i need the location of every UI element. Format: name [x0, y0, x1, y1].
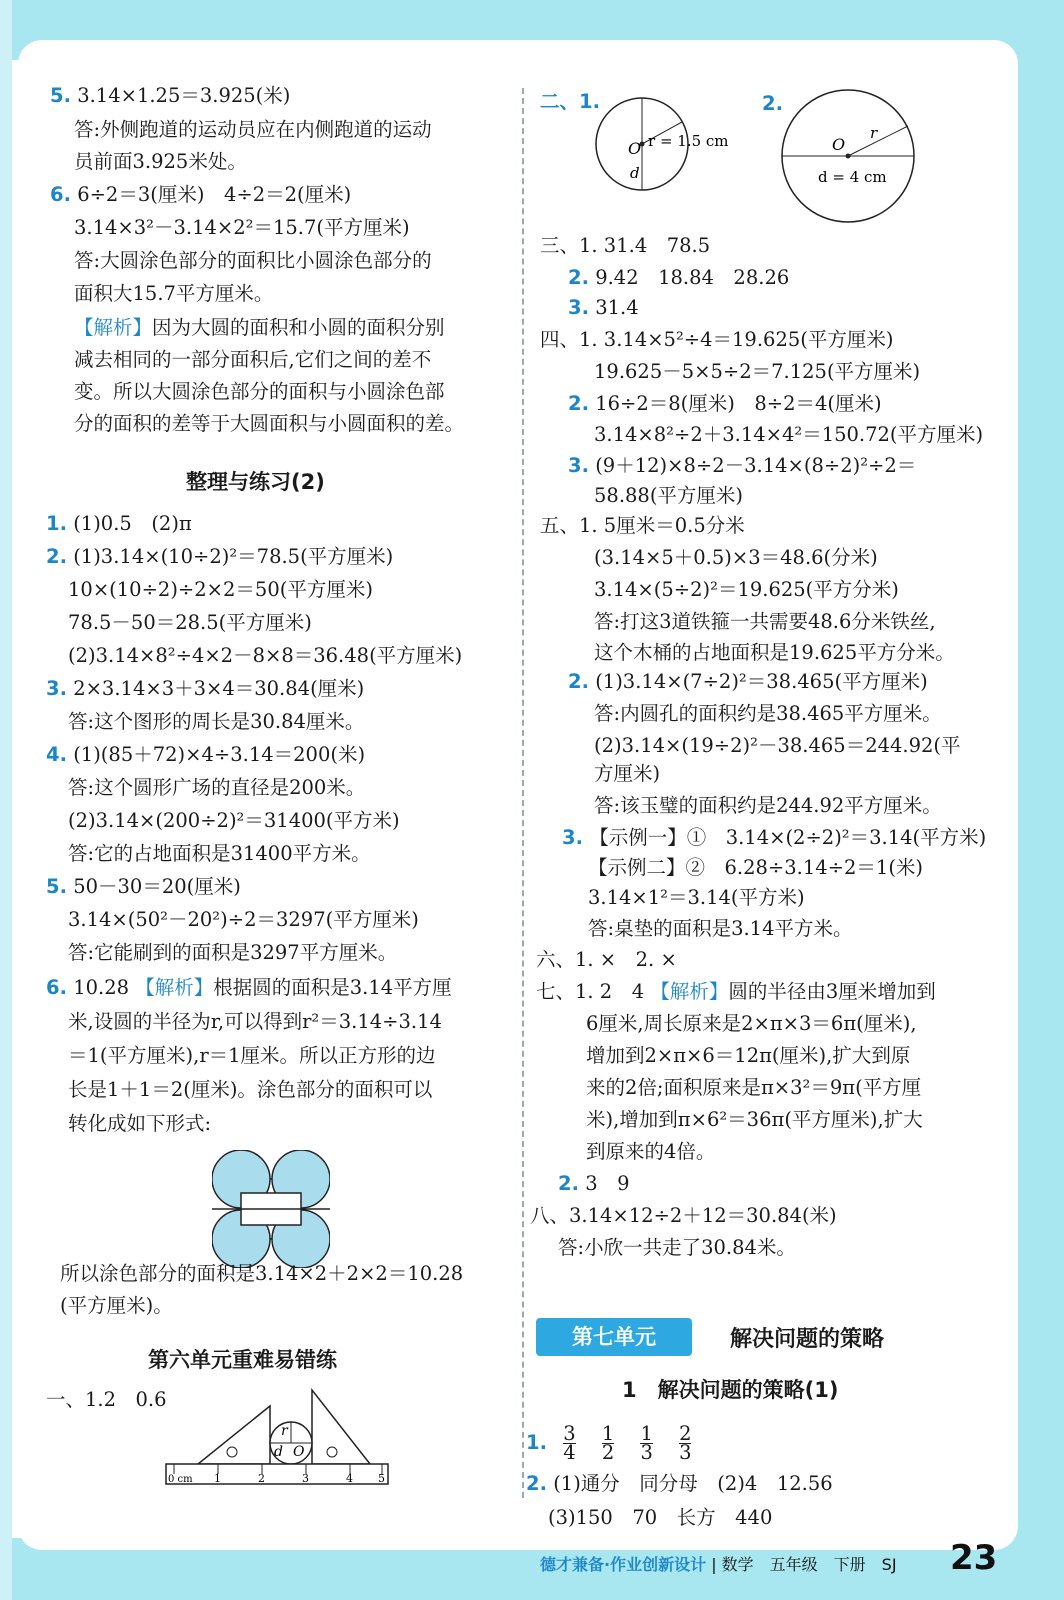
review-answer-2-d: (2)3.14×8²÷4×2－8×8＝36.48(平方厘米) [68, 644, 463, 667]
review-answer-5-b: 3.14×(50²－20²)÷2＝3297(平方厘米) [68, 908, 419, 931]
ex6: 六、1. × 2. × [536, 948, 677, 971]
practice-answer-1: 一、1.2 0.6 [46, 1388, 167, 1411]
shaded-circles-figure [212, 1150, 330, 1268]
review-answer-3: 3. 2×3.14×3＋3×4＝30.84(厘米) [46, 677, 365, 700]
lesson-title: 1 解决问题的策略(1) [622, 1378, 839, 1402]
answer-5-reply-2: 员前面3.925米处。 [74, 150, 247, 173]
ex5-1-e: 这个木桶的占地面积是19.625平方分米。 [594, 641, 955, 664]
ex4-2: 2. 16÷2＝8(厘米) 8÷2＝4(厘米) [568, 392, 882, 415]
analysis-line-4: 分的面积的差等于大圆面积与小圆面积的差。 [74, 412, 465, 435]
ex5-3: 3. 【示例一】① 3.14×(2÷2)²＝3.14(平方米) [562, 826, 987, 849]
ex8-reply: 答:小欣一共走了30.84米。 [558, 1236, 796, 1259]
ex5-2-c: (2)3.14×(19÷2)²－38.465＝244.92(平 [594, 734, 961, 757]
ruler-tick-4: 4 [346, 1472, 353, 1485]
ruler-tick-2: 2 [258, 1472, 265, 1485]
section-title-review-2: 整理与练习(2) [186, 470, 325, 494]
footer-info: 德才兼备·作业创新设计 | 数学 五年级 下册 SJ [540, 1555, 897, 1574]
ex7-2: 2. 3 9 [558, 1172, 630, 1195]
ex7-l5: 米),增加到π×6²＝36π(平方厘米),扩大 [586, 1108, 923, 1131]
ex5-2-d: 方厘米) [594, 762, 661, 785]
ex4-3: 3. (9＋12)×8÷2－3.14×(8÷2)²÷2＝ [568, 454, 917, 477]
review-answer-4-reply: 答:这个圆形广场的直径是200米。 [68, 776, 366, 799]
c1-center-label: O [628, 139, 642, 158]
ex5-3-d: 答:桌垫的面积是3.14平方米。 [588, 917, 853, 940]
ruler-tick-1: 1 [214, 1472, 221, 1485]
ruler-d-label: d [274, 1444, 283, 1460]
ex7-1: 七、1. 2 4 【解析】圆的半径由3厘米增加到 [536, 980, 936, 1003]
ex2-label: 二、1. [540, 90, 600, 113]
review-answer-6-l4: 长是1＋1＝2(厘米)。涂色部分的面积可以 [68, 1078, 433, 1101]
ex5-1-d: 答:打这3道铁箍一共需要48.6分米铁丝, [594, 610, 936, 633]
ex4-1-b: 19.625－5×5÷2＝7.125(平方厘米) [594, 360, 921, 383]
review-answer-6: 6. 10.28 【解析】根据圆的面积是3.14平方厘 [46, 976, 452, 999]
review-answer-2: 2. (1)3.14×(10÷2)²＝78.5(平方厘米) [46, 545, 394, 568]
ex7-l3: 增加到2×π×6＝12π(厘米),扩大到原 [586, 1044, 911, 1067]
ex4-3-b: 58.88(平方厘米) [594, 484, 744, 507]
ruler-r-label: r [281, 1423, 288, 1439]
answer-6: 6. 6÷2＝3(厘米) 4÷2＝2(厘米) [50, 183, 352, 206]
review-answer-6-l5: 转化成如下形式: [68, 1112, 212, 1135]
ex7-l2: 6厘米,周长原来是2×π×3＝6π(厘米), [586, 1012, 917, 1035]
ex5-1-c: 3.14×(5÷2)²＝19.625(平方分米) [594, 578, 899, 601]
answer-6-calc: 3.14×3²－3.14×2²＝15.7(平方厘米) [74, 216, 410, 239]
ex3-1: 三、1. 31.4 78.5 [540, 234, 711, 257]
circle-figure-2 [780, 86, 930, 228]
section-title-unit6-practice: 第六单元重难易错练 [148, 1348, 337, 1372]
page-border-left [0, 0, 12, 1600]
ruler-triangle-figure [162, 1382, 394, 1490]
fraction-3: $\frac{1}{3}$ [640, 1422, 653, 1464]
review-answer-2-b: 10×(10÷2)÷2×2＝50(平方厘米) [68, 578, 373, 601]
c1-radius-label: r = 1.5 cm [648, 132, 729, 150]
answer-6-reply: 答:大圆涂色部分的面积比小圆涂色部分的 [74, 249, 432, 272]
answer-6-reply-2: 面积大15.7平方厘米。 [74, 282, 274, 305]
lesson-answer-1: 1. $\frac{3}{4}$ $\frac{1}{2}$ $\frac{1}{3}$ $\frac{2}{3}$ [526, 1422, 692, 1464]
column-divider [522, 88, 524, 1498]
ex5-3-c: 3.14×1²＝3.14(平方米) [588, 886, 805, 909]
analysis-block: 【解析】因为大圆的面积和小圆的面积分别 [74, 316, 445, 339]
ex5-1: 五、1. 5厘米＝0.5分米 [540, 514, 745, 537]
review-answer-6-l7: (平方厘米)。 [60, 1294, 173, 1317]
ex5-1-b: (3.14×5＋0.5)×3＝48.6(分米) [594, 546, 878, 569]
lesson-answer-2-b: (3)150 70 长方 440 [548, 1506, 773, 1529]
review-answer-6-l2: 米,设圆的半径为r,可以得到r²＝3.14÷3.14 [68, 1010, 442, 1033]
ruler-unit-label: 0 cm [168, 1474, 193, 1485]
ex5-2: 2. (1)3.14×(7÷2)²＝38.465(平方厘米) [568, 670, 928, 693]
review-answer-6-l3: ＝1(平方厘米),r＝1厘米。所以正方形的边 [68, 1044, 436, 1067]
review-answer-2-c: 78.5－50＝28.5(平方厘米) [68, 611, 312, 634]
review-answer-1: 1. (1)0.5 (2)π [46, 512, 192, 535]
review-answer-3-reply: 答:这个图形的周长是30.84厘米。 [68, 710, 365, 733]
review-answer-5-reply: 答:它能刷到的面积是3297平方厘米。 [68, 941, 398, 964]
analysis-line-3: 变。所以大圆涂色部分的面积与小圆涂色部 [74, 380, 445, 403]
ex5-2-b: 答:内圆孔的面积约是38.465平方厘米。 [594, 702, 942, 725]
c2-center-label: O [832, 135, 846, 154]
answer-5: 5. 3.14×1.25＝3.925(米) [50, 84, 291, 107]
ex3-2: 2. 9.42 18.84 28.26 [568, 266, 790, 289]
answer-5-reply: 答:外侧跑道的运动员应在内侧跑道的运动 [74, 118, 432, 141]
ex7-l6: 到原来的4倍。 [586, 1140, 716, 1163]
review-answer-4-b: (2)3.14×(200÷2)²＝31400(平方米) [68, 809, 400, 832]
ex7-l4: 来的2倍;面积原来是π×3²＝9π(平方厘 [586, 1076, 922, 1099]
ex3-3: 3. 31.4 [568, 296, 639, 319]
ruler-tick-3: 3 [302, 1472, 309, 1485]
c1-diameter-label: d [630, 164, 640, 182]
ex4-1: 四、1. 3.14×5²÷4＝19.625(平方厘米) [540, 328, 894, 351]
ex5-2-e: 答:该玉璧的面积约是244.92平方厘米。 [594, 794, 942, 817]
review-answer-4: 4. (1)(85＋72)×4÷3.14＝200(米) [46, 743, 366, 766]
ex8: 八、3.14×12÷2＋12＝30.84(米) [530, 1204, 837, 1227]
fraction-2: $\frac{1}{2}$ [601, 1422, 615, 1464]
c2-radius-label: r [870, 124, 878, 142]
review-answer-6-l6: 所以涂色部分的面积是3.14×2＋2×2＝10.28 [60, 1262, 464, 1285]
unit-badge: 第七单元 [536, 1318, 692, 1356]
fraction-4: $\frac{2}{3}$ [679, 1422, 692, 1464]
c2-diameter-label: d = 4 cm [818, 168, 887, 186]
ex2-2-label: 2. [762, 92, 783, 115]
analysis-line-2: 减去相同的一部分面积后,它们之间的差不 [74, 348, 432, 371]
review-answer-5: 5. 50－30＝20(厘米) [46, 875, 241, 898]
circle-figure-1 [592, 92, 742, 202]
ex4-2-b: 3.14×8²÷2＋3.14×4²＝150.72(平方厘米) [594, 423, 984, 446]
ex5-3-b: 【示例二】② 6.28÷3.14÷2＝1(米) [588, 856, 924, 879]
review-answer-4-c: 答:它的占地面积是31400平方米。 [68, 842, 371, 865]
page-number: 23 [950, 1538, 998, 1578]
ruler-o-label: O [293, 1444, 305, 1460]
unit-title: 解决问题的策略 [730, 1327, 885, 1352]
ruler-tick-5: 5 [378, 1472, 385, 1485]
lesson-answer-2: 2. (1)通分 同分母 (2)4 12.56 [526, 1472, 833, 1495]
fraction-1: $\frac{3}{4}$ [563, 1422, 576, 1464]
